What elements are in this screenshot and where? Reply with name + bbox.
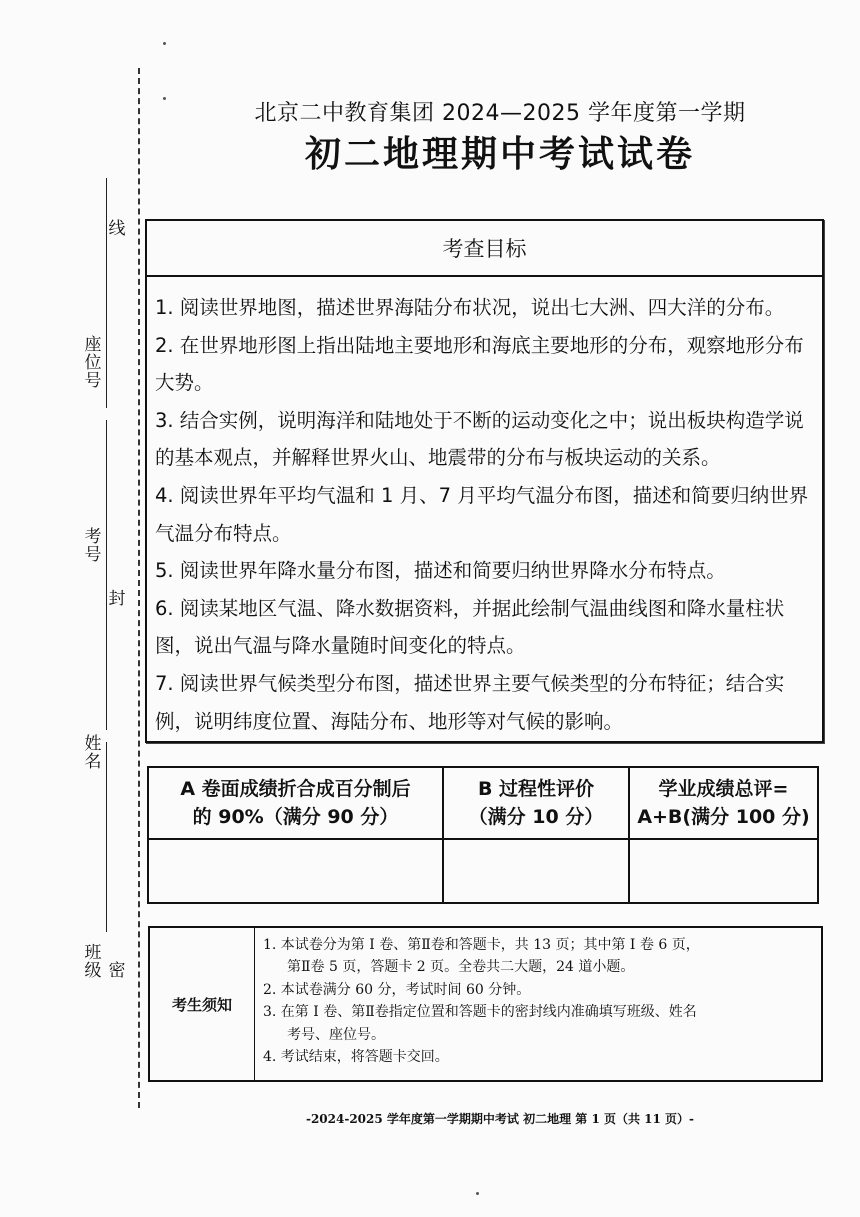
objectives-box [145,219,824,743]
objective-item: 7. 阅读世界气候类型分布图，描述世界主要气候类型的分布特征；结合实例，说明纬度位置、海陆分布、地形等对气候的影响。 [155,671,785,733]
score-header-a-line1: A 卷面成绩折合成百分制后 [180,778,411,800]
school-semester-line: 北京二中教育集团 2024—2025 学年度第一学期 [254,101,746,126]
candidate-notice-body [255,928,821,1080]
seal-char-xian: 线 [108,219,126,239]
page-footer: -2024-2025 学年度第一学期期中考试 初二地理 第 1 页（共 11 页）- [305,1112,695,1126]
name-label: 姓名 [84,734,102,772]
score-entry-a[interactable] [148,839,443,903]
objectives-title: 考查目标 [147,221,822,277]
objective-item: 1. 阅读世界地图，描述世界海陆分布状况，说出七大洲、四大洋的分布。 [155,296,785,319]
notice-line: 4. 考试结束，将答题卡交回。 [263,1049,449,1066]
margin-rule-mid [106,420,107,730]
objective-item: 3. 结合实例，说明海洋和陆地处于不断的运动变化之中；说出板块构造学说的基本观点，并解释世界火山、地震带的分布与板块运动的关系。 [155,408,804,470]
objective-item: 2. 在世界地形图上指出陆地主要地形和海底主要地形的分布，观察地形分布大势。 [155,333,804,395]
seal-line [138,68,140,1108]
score-table-entry-row [148,839,818,903]
score-header-c [629,767,818,839]
seal-char-mi: 密 [108,961,126,981]
score-entry-b[interactable] [443,839,629,903]
class-label: 班级 [84,943,102,981]
score-header-a [148,767,443,839]
exam-number-label: 考号 [84,527,102,565]
score-header-b [443,767,629,839]
notice-line: 2. 本试卷满分 60 分，考试时间 60 分钟。 [263,981,531,998]
notice-line: 3. 在第 Ⅰ 卷、第Ⅱ卷指定位置和答题卡的密封线内准确填写班级、姓名 [263,1004,697,1021]
scan-dot [476,1192,479,1195]
notice-line: 第Ⅱ卷 5 页，答题卡 2 页。全卷共二大题，24 道小题。 [287,959,635,976]
notice-line: 1. 本试卷分为第 Ⅰ 卷、第Ⅱ卷和答题卡，共 13 页；其中第 Ⅰ 卷 6 页， [263,937,700,953]
score-header-a-line2: 的 90%（满分 90 分） [192,806,399,828]
score-header-c-line1: 学业成绩总评= [658,778,789,800]
score-table-header-row [148,767,818,839]
objective-item: 5. 阅读世界年降水量分布图，描述和简要归纳世界降水分布特点。 [155,559,726,583]
exam-title: 初二地理期中考试试卷 [304,134,695,175]
objective-item: 4. 阅读世界年平均气温和 1 月、7 月平均气温分布图，描述和简要归纳世界气温分布特点。 [155,483,809,545]
score-table [147,766,819,904]
seal-char-feng: 封 [108,589,126,609]
score-header-b-line2: （满分 10 分） [468,806,604,828]
score-entry-total[interactable] [629,839,818,903]
notice-line: 考号、座位号。 [287,1026,385,1043]
score-header-b-line1: B 过程性评价 [477,778,595,800]
objectives-list [147,277,822,740]
objective-item: 6. 阅读某地区气温、降水数据资料，并据此绘制气温曲线图和降水量柱状图，说出气温与降水量随时间变化的特点。 [155,596,785,658]
candidate-notice-label: 考生须知 [150,928,255,1080]
candidate-notice-box [148,926,823,1082]
margin-rule-bottom [106,742,107,932]
scan-dot [163,42,166,45]
score-header-c-line2: A+B(满分 100 分) [637,806,810,828]
margin-rule-top [106,178,107,408]
seat-number-label: 座位号 [84,335,102,391]
